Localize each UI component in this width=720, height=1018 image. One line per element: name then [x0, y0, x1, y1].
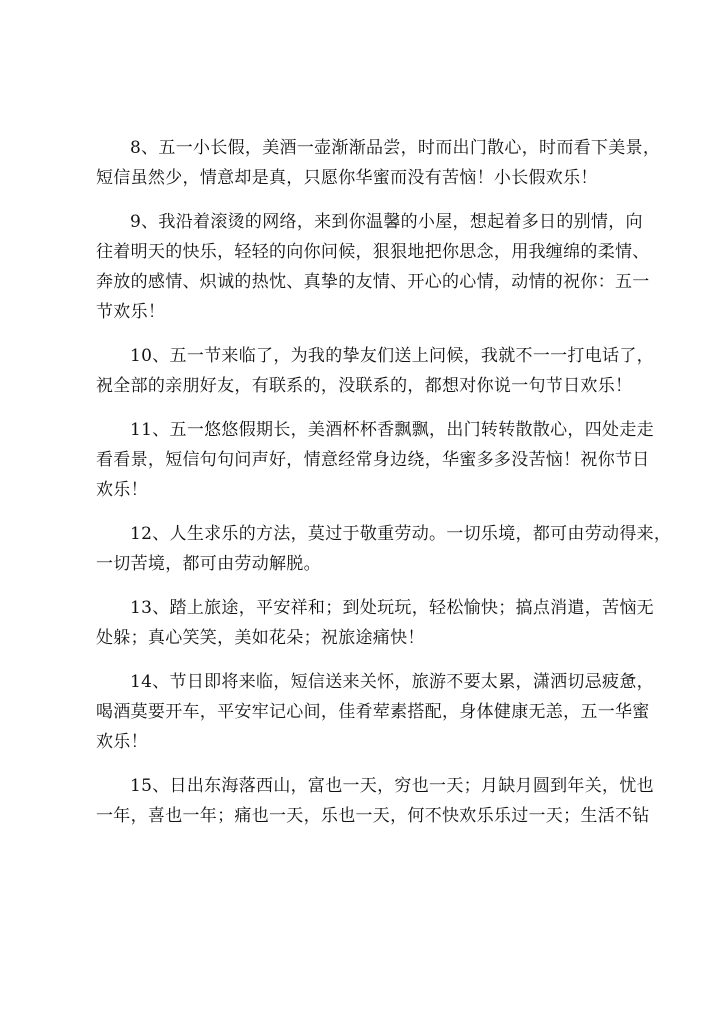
text-line: 一年，喜也一年；痛也一天，乐也一天，何不快欢乐乐过一天；生活不钻	[96, 806, 650, 826]
text-line: 9、我沿着滚烫的网络，来到你温馨的小屋，想起着多日的别情，向	[130, 212, 643, 232]
text-line: 欢乐！	[96, 732, 148, 752]
paragraph-14	[96, 667, 654, 757]
paragraph-13	[96, 593, 654, 653]
text-line: 祝全部的亲朋好友，有联系的，没联系的，都想对你说一句节日欢乐！	[96, 376, 633, 396]
text-line: 12、人生求乐的方法，莫过于敬重劳动。一切乐境，都可由劳动得来，	[130, 524, 672, 544]
text-line: 13、踏上旅途，平安祥和；到处玩玩，轻松愉快；搞点消遣，苦恼无	[130, 598, 654, 618]
paragraph-15	[96, 771, 654, 831]
text-line: 处躲；真心笑笑，美如花朵；祝旅途痛快！	[96, 628, 425, 648]
text-line: 往着明天的快乐，轻轻的向你问候，狠狠地把你思念，用我缠绵的柔情、	[96, 242, 650, 262]
paragraph-9	[96, 207, 650, 327]
text-line: 短信虽然少，情意却是真，只愿你华蜜而没有苦恼！小长假欢乐！	[96, 168, 598, 188]
text-line: 喝酒莫要开车，平安牢记心间，佳肴荤素搭配，身体健康无恙，五一华蜜	[96, 702, 650, 722]
text-line: 8、五一小长假，美酒一壶渐渐品尝，时而出门散心，时而看下美景，	[130, 138, 661, 158]
text-line: 14、节日即将来临，短信送来关怀，旅游不要太累，潇洒切忌疲惫，	[130, 672, 654, 692]
text-line: 15、日出东海落西山，富也一天，穷也一天；月缺月圆到年关，忧也	[130, 776, 654, 796]
document-page	[96, 133, 672, 845]
text-line: 奔放的感情、炽诚的热忱、真挚的友情、开心的心情，动情的祝你：五一	[96, 272, 650, 292]
paragraph-10	[96, 341, 654, 401]
text-line: 10、五一节来临了，为我的挚友们送上问候，我就不一一打电话了，	[130, 346, 654, 366]
text-line: 节欢乐！	[96, 302, 166, 322]
paragraph-12	[96, 519, 672, 579]
text-line: 欢乐！	[96, 480, 148, 500]
text-line: 看看景，短信句句问声好，情意经常身边绕，华蜜多多没苦恼！祝你节日	[96, 450, 650, 470]
paragraph-8	[96, 133, 661, 193]
text-line: 11、五一悠悠假期长，美酒杯杯香飘飘，出门转转散散心，四处走走	[130, 420, 654, 440]
text-line: 一切苦境，都可由劳动解脱。	[96, 554, 321, 574]
paragraph-11	[96, 415, 654, 505]
